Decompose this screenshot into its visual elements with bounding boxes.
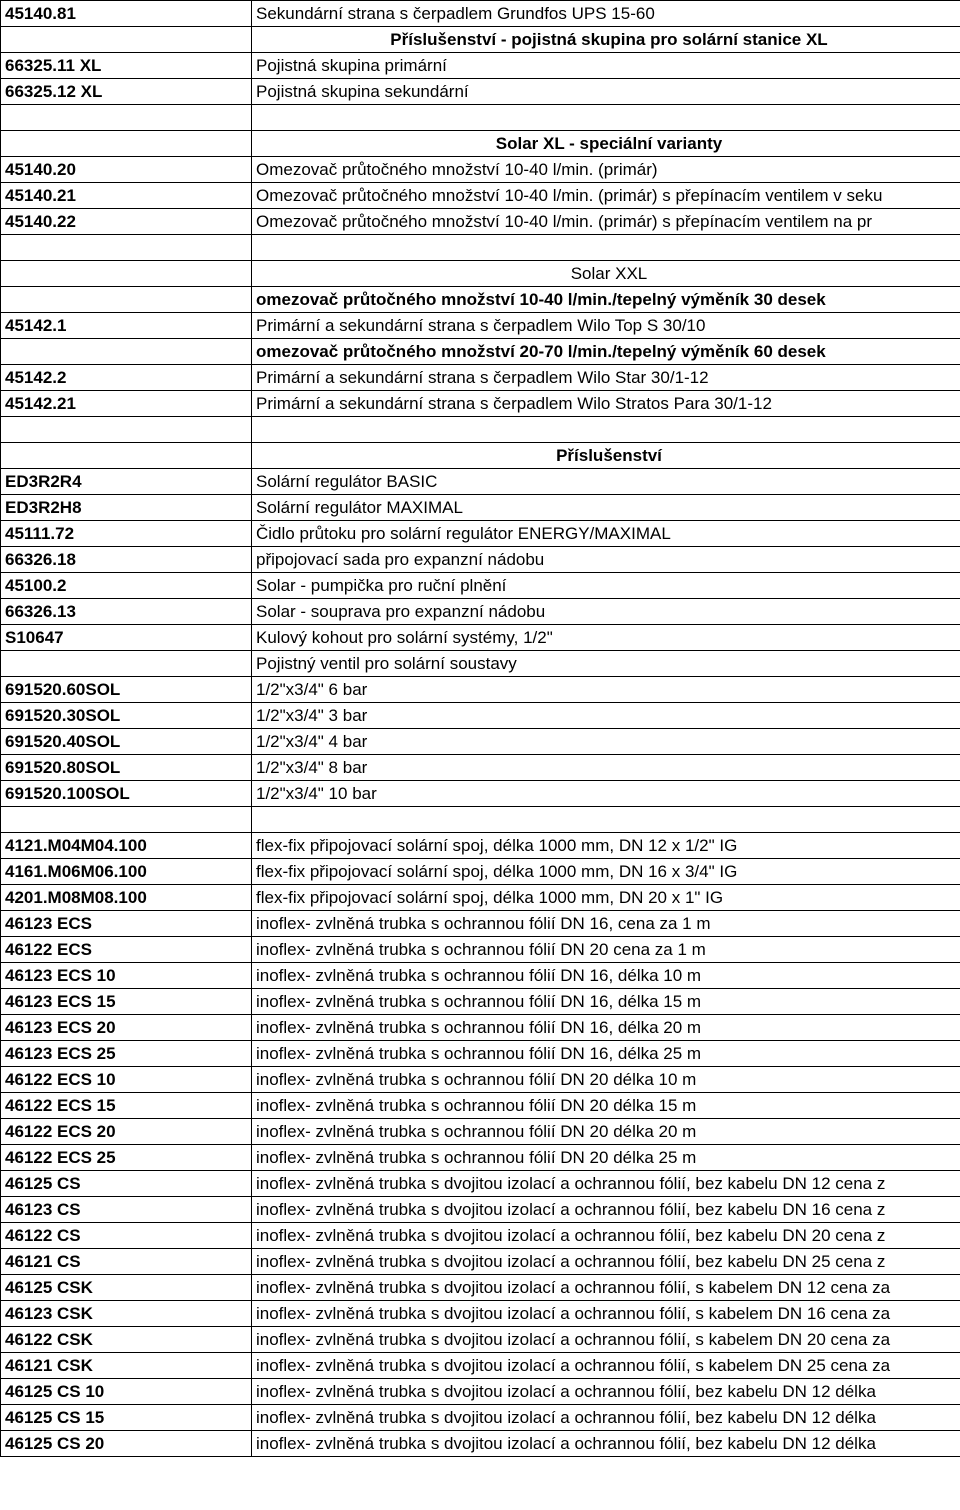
description-cell: Primární a sekundární strana s čerpadlem Wilo Top S 30/10 [252, 313, 960, 339]
description-cell [252, 417, 960, 443]
description-cell: 1/2"x3/4" 8 bar [252, 755, 960, 781]
description-cell: Solární regulátor BASIC [252, 469, 960, 495]
product-code-cell [1, 339, 252, 365]
table-row [1, 1171, 960, 1197]
description-cell: Pojistná skupina sekundární [252, 79, 960, 105]
description-cell: inoflex- zvlněná trubka s dvojitou izolací a ochrannou fólií, s kabelem DN 25 cena za [252, 1353, 960, 1379]
table-row [1, 53, 960, 79]
table-row [1, 417, 960, 443]
description-cell: inoflex- zvlněná trubka s ochrannou fólií DN 20 délka 20 m [252, 1119, 960, 1145]
table-row [1, 521, 960, 547]
description-cell: inoflex- zvlněná trubka s ochrannou fólií DN 20 délka 10 m [252, 1067, 960, 1093]
product-code-cell: 46122 ECS 10 [1, 1067, 252, 1093]
description-cell: Pojistný ventil pro solární soustavy [252, 651, 960, 677]
table-row [1, 937, 960, 963]
table-row [1, 599, 960, 625]
description-cell: Solar - pumpička pro ruční plnění [252, 573, 960, 599]
table-row [1, 1223, 960, 1249]
description-cell: inoflex- zvlněná trubka s dvojitou izolací a ochrannou fólií, s kabelem DN 20 cena za [252, 1327, 960, 1353]
product-code-cell: 45142.21 [1, 391, 252, 417]
product-code-cell: 4201.M08M08.100 [1, 885, 252, 911]
description-cell: Primární a sekundární strana s čerpadlem Wilo Stratos Para 30/1-12 [252, 391, 960, 417]
product-code-cell [1, 27, 252, 53]
product-code-cell: 45142.2 [1, 365, 252, 391]
table-row [1, 469, 960, 495]
description-cell: inoflex- zvlněná trubka s dvojitou izolací a ochrannou fólií, bez kabelu DN 12 délka [252, 1431, 960, 1457]
table-row [1, 105, 960, 131]
table-row [1, 27, 960, 53]
description-cell: 1/2"x3/4" 4 bar [252, 729, 960, 755]
table-row [1, 755, 960, 781]
description-cell: flex-fix připojovací solární spoj, délka 1000 mm, DN 12 x 1/2" IG [252, 833, 960, 859]
description-cell [252, 235, 960, 261]
table-row [1, 79, 960, 105]
table-row [1, 183, 960, 209]
product-code-cell: 46123 ECS [1, 911, 252, 937]
product-code-cell: 46122 ECS 20 [1, 1119, 252, 1145]
table-row [1, 313, 960, 339]
description-cell: inoflex- zvlněná trubka s dvojitou izolací a ochrannou fólií, bez kabelu DN 16 cena z [252, 1197, 960, 1223]
description-cell: Kulový kohout pro solární systémy, 1/2" [252, 625, 960, 651]
product-code-cell [1, 651, 252, 677]
description-cell: Solární regulátor MAXIMAL [252, 495, 960, 521]
table-row [1, 677, 960, 703]
product-code-cell: 46122 ECS 15 [1, 1093, 252, 1119]
description-cell: Sekundární strana s čerpadlem Grundfos UPS 15-60 [252, 1, 960, 27]
table-row [1, 911, 960, 937]
table-row [1, 1041, 960, 1067]
product-code-cell: 66325.11 XL [1, 53, 252, 79]
table-row [1, 651, 960, 677]
table-row [1, 209, 960, 235]
product-code-cell: 4161.M06M06.100 [1, 859, 252, 885]
table-row [1, 1431, 960, 1457]
description-cell: 1/2"x3/4" 6 bar [252, 677, 960, 703]
table-row [1, 495, 960, 521]
product-code-cell: S10647 [1, 625, 252, 651]
table-row [1, 157, 960, 183]
product-code-cell: 45140.22 [1, 209, 252, 235]
table-row [1, 1301, 960, 1327]
table-row [1, 391, 960, 417]
table-row [1, 1145, 960, 1171]
table-row [1, 1, 960, 27]
product-code-cell: 46122 CS [1, 1223, 252, 1249]
table-row [1, 131, 960, 157]
description-cell: inoflex- zvlněná trubka s ochrannou fólií DN 20 délka 25 m [252, 1145, 960, 1171]
product-code-cell: 691520.100SOL [1, 781, 252, 807]
product-code-cell: ED3R2H8 [1, 495, 252, 521]
product-code-cell [1, 235, 252, 261]
description-cell: inoflex- zvlněná trubka s ochrannou fólií DN 20 délka 15 m [252, 1093, 960, 1119]
description-cell: Primární a sekundární strana s čerpadlem Wilo Star 30/1-12 [252, 365, 960, 391]
description-cell: inoflex- zvlněná trubka s ochrannou fólií DN 16, délka 25 m [252, 1041, 960, 1067]
description-cell: flex-fix připojovací solární spoj, délka 1000 mm, DN 16 x 3/4" IG [252, 859, 960, 885]
table-row [1, 365, 960, 391]
description-cell [252, 105, 960, 131]
table-row [1, 729, 960, 755]
product-code-cell: 46123 ECS 15 [1, 989, 252, 1015]
table-row [1, 1353, 960, 1379]
product-code-cell: 46125 CS 10 [1, 1379, 252, 1405]
table-row [1, 807, 960, 833]
product-code-cell: 46125 CS 15 [1, 1405, 252, 1431]
description-cell: Omezovač průtočného množství 10-40 l/min. (primár) s přepínacím ventilem na pr [252, 209, 960, 235]
table-row [1, 833, 960, 859]
description-cell: Čidlo průtoku pro solární regulátor ENERGY/MAXIMAL [252, 521, 960, 547]
description-cell: inoflex- zvlněná trubka s dvojitou izolací a ochrannou fólií, bez kabelu DN 25 cena z [252, 1249, 960, 1275]
section-heading-cell: Solar XL - speciální varianty [252, 131, 960, 157]
product-code-cell: 46125 CSK [1, 1275, 252, 1301]
description-cell [252, 807, 960, 833]
table-row [1, 1093, 960, 1119]
description-cell: inoflex- zvlněná trubka s dvojitou izolací a ochrannou fólií, s kabelem DN 16 cena za [252, 1301, 960, 1327]
description-cell: inoflex- zvlněná trubka s ochrannou fólií DN 16, délka 20 m [252, 1015, 960, 1041]
table-row [1, 625, 960, 651]
description-cell: inoflex- zvlněná trubka s dvojitou izolací a ochrannou fólií, bez kabelu DN 12 délka [252, 1405, 960, 1431]
product-code-cell: 46123 ECS 10 [1, 963, 252, 989]
product-code-cell: ED3R2R4 [1, 469, 252, 495]
product-code-cell: 46123 ECS 25 [1, 1041, 252, 1067]
table-row [1, 1249, 960, 1275]
description-cell: inoflex- zvlněná trubka s dvojitou izolací a ochrannou fólií, bez kabelu DN 20 cena z [252, 1223, 960, 1249]
product-code-cell [1, 443, 252, 469]
table-row [1, 989, 960, 1015]
table-row [1, 703, 960, 729]
product-code-cell: 66325.12 XL [1, 79, 252, 105]
table-row [1, 1327, 960, 1353]
description-cell: 1/2"x3/4" 3 bar [252, 703, 960, 729]
price-list-body [1, 1, 960, 1457]
table-row [1, 885, 960, 911]
product-code-cell: 691520.80SOL [1, 755, 252, 781]
product-code-cell: 46123 CSK [1, 1301, 252, 1327]
description-cell: Omezovač průtočného množství 10-40 l/min. (primár) [252, 157, 960, 183]
table-row [1, 443, 960, 469]
product-code-cell [1, 105, 252, 131]
description-cell: inoflex- zvlněná trubka s ochrannou fólií DN 20 cena za 1 m [252, 937, 960, 963]
product-code-cell: 46122 ECS [1, 937, 252, 963]
description-cell: Solar - souprava pro expanzní nádobu [252, 599, 960, 625]
description-cell: 1/2"x3/4" 10 bar [252, 781, 960, 807]
product-code-cell: 46121 CS [1, 1249, 252, 1275]
product-code-cell: 46122 CSK [1, 1327, 252, 1353]
table-row [1, 1067, 960, 1093]
product-code-cell: 46123 CS [1, 1197, 252, 1223]
table-row [1, 547, 960, 573]
product-code-cell [1, 287, 252, 313]
description-cell: inoflex- zvlněná trubka s ochrannou fólií DN 16, délka 15 m [252, 989, 960, 1015]
description-cell: Omezovač průtočného množství 10-40 l/min. (primár) s přepínacím ventilem v seku [252, 183, 960, 209]
section-heading-cell: Solar XXL [252, 261, 960, 287]
table-row [1, 1015, 960, 1041]
product-code-cell: 45140.20 [1, 157, 252, 183]
product-code-cell: 4121.M04M04.100 [1, 833, 252, 859]
table-row [1, 287, 960, 313]
description-cell: inoflex- zvlněná trubka s dvojitou izolací a ochrannou fólií, s kabelem DN 12 cena za [252, 1275, 960, 1301]
table-row [1, 573, 960, 599]
product-code-cell: 691520.30SOL [1, 703, 252, 729]
table-row [1, 1405, 960, 1431]
description-cell: flex-fix připojovací solární spoj, délka 1000 mm, DN 20 x 1" IG [252, 885, 960, 911]
product-code-cell: 46121 CSK [1, 1353, 252, 1379]
section-heading-cell: Příslušenství - pojistná skupina pro solární stanice XL [252, 27, 960, 53]
product-code-cell [1, 417, 252, 443]
product-code-cell: 45100.2 [1, 573, 252, 599]
product-code-cell: 691520.40SOL [1, 729, 252, 755]
description-cell: připojovací sada pro expanzní nádobu [252, 547, 960, 573]
product-code-cell: 46125 CS [1, 1171, 252, 1197]
table-row [1, 1275, 960, 1301]
product-code-cell [1, 261, 252, 287]
description-cell: Pojistná skupina primární [252, 53, 960, 79]
table-row [1, 261, 960, 287]
product-code-cell: 46125 CS 20 [1, 1431, 252, 1457]
table-row [1, 1197, 960, 1223]
section-heading-cell: omezovač průtočného množství 20-70 l/min./tepelný výměník 60 desek [252, 339, 960, 365]
description-cell: inoflex- zvlněná trubka s ochrannou fólií DN 16, délka 10 m [252, 963, 960, 989]
description-cell: inoflex- zvlněná trubka s dvojitou izolací a ochrannou fólií, bez kabelu DN 12 délka [252, 1379, 960, 1405]
product-code-cell [1, 131, 252, 157]
product-code-cell: 45142.1 [1, 313, 252, 339]
product-code-cell: 45140.21 [1, 183, 252, 209]
product-code-cell: 45111.72 [1, 521, 252, 547]
table-row [1, 235, 960, 261]
table-row [1, 1119, 960, 1145]
table-row [1, 781, 960, 807]
table-row [1, 339, 960, 365]
product-code-cell: 66326.13 [1, 599, 252, 625]
product-code-cell: 66326.18 [1, 547, 252, 573]
product-code-cell: 46123 ECS 20 [1, 1015, 252, 1041]
product-code-cell: 691520.60SOL [1, 677, 252, 703]
table-row [1, 963, 960, 989]
description-cell: inoflex- zvlněná trubka s dvojitou izolací a ochrannou fólií, bez kabelu DN 12 cena z [252, 1171, 960, 1197]
product-code-cell [1, 807, 252, 833]
product-code-cell: 46122 ECS 25 [1, 1145, 252, 1171]
product-code-cell: 45140.81 [1, 1, 252, 27]
description-cell: inoflex- zvlněná trubka s ochrannou fólií DN 16, cena za 1 m [252, 911, 960, 937]
section-heading-cell: Příslušenství [252, 443, 960, 469]
table-row [1, 1379, 960, 1405]
table-row [1, 859, 960, 885]
section-heading-cell: omezovač průtočného množství 10-40 l/min./tepelný výměník 30 desek [252, 287, 960, 313]
